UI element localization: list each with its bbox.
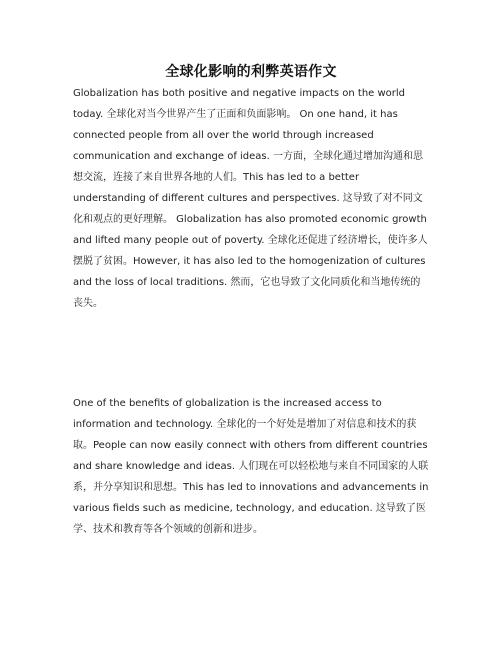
- paragraph-1: Globalization has both positive and negative impacts on the world today. 全球化对当今世界产生了正面和负面影响。 On one hand, it has connected people from all over the world through increased communication and exchange of ideas. 一方面，全球化通过增加沟通和思想交流，连接了来自世界各地的人们。This has led to a better understanding of different cultures and perspectives. 这导致了对不同文化和观点的更好理解。 Globalization has also promoted economic growth and lifted many people out of poverty. 全球化还促进了经济增长，使许多人摆脱了贫困。However, it has also led to the homogenization of cultures and the loss of local traditions. 然而，它也导致了文化同质化和当地传统的丧失。: [73, 88, 428, 309]
- document-title: 全球化影响的利弊英语作文: [165, 64, 337, 80]
- paragraph-2: One of the benefits of globalization is the increased access to information and technology. 全球化的一个好处是增加了对信息和技术的获取。People can now easily connect with others from different countries and share knowledge and ideas. 人们现在可以轻松地与来自不同国家的人联系，并分享知识和思想。This has led to innovations and advancements in various fields such as medicine, technology, and education. 这导致了医学、技术和教育等各个领域的创新和进步。: [73, 398, 429, 535]
